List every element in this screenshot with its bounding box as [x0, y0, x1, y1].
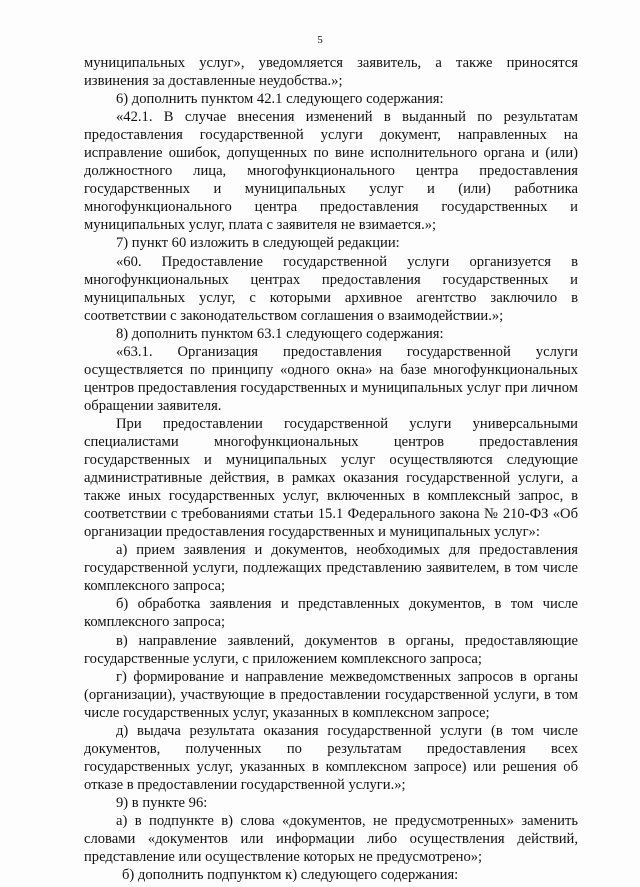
paragraph-clause-42-1: «42.1. В случае внесения изменений в выданный по результатам предоставления государственной услуги документ, направленных на исправление ошибок, допущенных по вине исполнительного органа и (или) должностного лица, многофункционального центра предоставления государственных и муниципальных услуг и (или) работника многофункционального центра предоставления государственных и муниципальных услуг, плата с заявителя не взимается.»; [84, 109, 578, 234]
paragraph-item-7: 7) пункт 60 изложить в следующей редакции: [116, 235, 400, 252]
paragraph-item-9-b: б) дополнить подпунктом к) следующего содержания: [122, 867, 459, 884]
paragraph-subitem-g: г) формирование и направление межведомственных запросов в органы (организации), участвующие в предоставлении государственной услуги, в том числе государственных услуг, указанных в комплексном запросе; [84, 668, 578, 721]
paragraph-item-9: 9) в пункте 96: [116, 794, 208, 811]
paragraph-item-9-a: а) в подпункте в) слова «документов, не предусмотренных» заменить словами «документов или информации либо осуществления действий, представление или осуществление которых не предусмотрено»; [84, 812, 578, 866]
paragraph-subitem-a: а) прием заявления и документов, необходимых для предоставления государственной услуги, подлежащих представлению заявителем, в том числе комплексного запроса; [84, 542, 578, 595]
paragraph-clause-63-1: «63.1. Организация предоставления государственной услуги осуществляется по принципу «одного окна» на базе многофункциональных центров предоставления государственных и муниципальных услуг при личном обращении заявителя. [84, 343, 578, 414]
paragraph-item-8: 8) дополнить пунктом 63.1 следующего содержания: [116, 325, 444, 342]
paragraph-subitem-v: в) направление заявлений, документов в органы, предоставляющие государственные услуги, с приложением комплексного запроса; [84, 632, 578, 667]
paragraph-clause-60: «60. Предоставление государственной услуги организуется в многофункциональных центрах предоставления государственных и муниципальных услуг, с которыми архивное агентство заключило в соответствии с законодательством соглашения о взаимодействии.»; [84, 253, 578, 324]
paragraph-subitem-d: д) выдача результата оказания государственной услуги (в том числе документов, полученных по результатам предоставления всех государственных услуг, указанных в комплексном запросе) или решения об отказе в предоставлении государственной услуги.»; [84, 722, 578, 793]
paragraph-continuation: муниципальных услуг», уведомляется заявитель, а также приносятся извинения за доставленные неудобства.»; [84, 55, 578, 90]
paragraph-item-6: 6) дополнить пунктом 42.1 следующего содержания: [116, 91, 444, 108]
paragraph-mfc-actions: При предоставлении государственной услуги универсальными специалистами многофункциональных центров предоставления государственных и муниципальных услуг осуществляются следующие административные действия, в рамках оказания государственной услуги, а также иных государственных услуг, включенных в комплексный запрос, в соответствии с требованиями статьи 15.1 Федерального закона № 210-ФЗ «Об организации предоставления государственных и муниципальных услуг»: [84, 415, 578, 541]
document-body [84, 54, 578, 884]
paragraph-subitem-b: б) обработка заявления и представленных документов, в том числе комплексного запроса; [84, 596, 578, 631]
page-number: 5 [317, 34, 323, 46]
